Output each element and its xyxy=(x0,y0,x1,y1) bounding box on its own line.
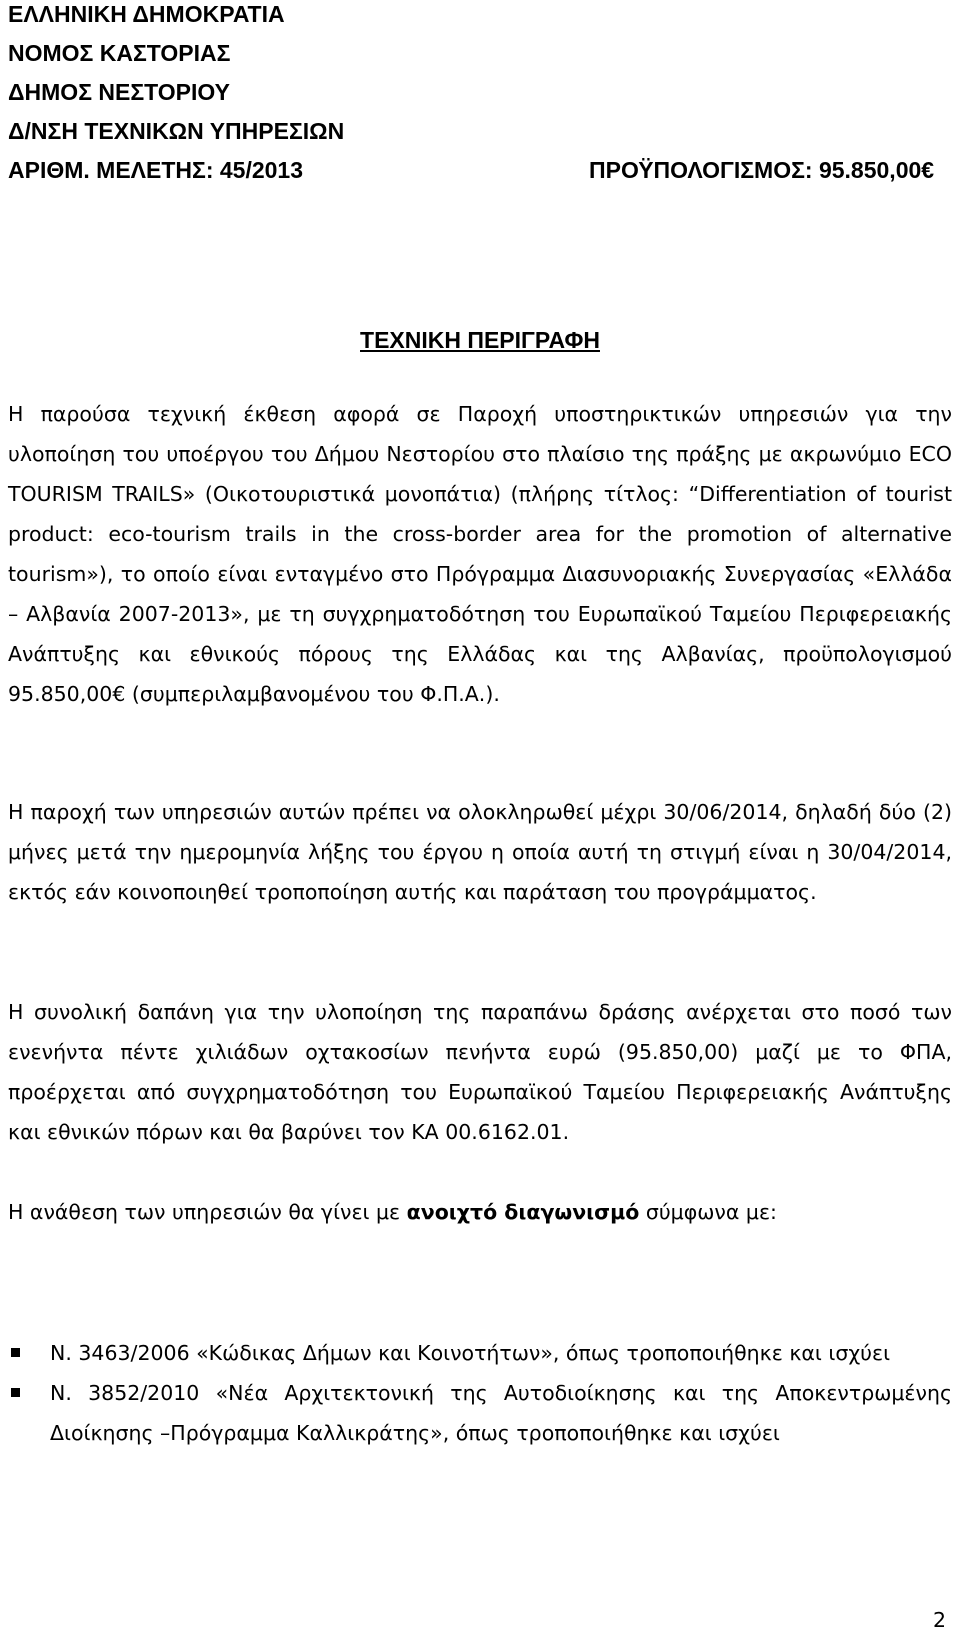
procurement-method: ανοιχτό διαγωνισμό xyxy=(406,1200,640,1224)
square-bullet-icon xyxy=(11,1348,20,1357)
paragraph-cost: Η συνολική δαπάνη για την υλοποίηση της παραπάνω δράσης ανέρχεται στο ποσό των ενενήντα πέντε χιλιάδων οχτακοσίων πενήντα ευρώ (95.850,00) μαζί με το ΦΠΑ, προέρχεται από συγχρηματοδότηση του Ευρωπαϊκού Ταμείου Περιφερειακής Ανάπτυξης και εθνικών πόρων και θα βαρύνει τον ΚΑ 00.6162.01. xyxy=(8,1000,952,1144)
study-number: ΑΡΙΘΜ. ΜΕΛΕΤΗΣ: 45/2013 xyxy=(8,157,304,183)
page-number: 2 xyxy=(932,1608,946,1632)
procurement-text-before: Η ανάθεση των υπηρεσιών θα γίνει με xyxy=(8,1200,407,1224)
legal-basis-list xyxy=(0,1333,960,1453)
document-title: ΤΕΧΝΙΚΗ ΠΕΡΙΓΡΑΦΗ xyxy=(360,327,600,353)
paragraph-deadline: Η παροχή των υπηρεσιών αυτών πρέπει να ολοκληρωθεί μέχρι 30/06/2014, δηλαδή δύο (2) μήνες μετά την ημερομηνία λήξης του έργου η οποία αυτή τη στιγμή είναι η 30/04/2014, εκτός εάν κοινοποιηθεί τροποποίηση αυτής και παράταση του προγράμματος. xyxy=(8,800,952,904)
list-item xyxy=(0,1333,960,1373)
procurement-text-after: σύμφωνα με: xyxy=(639,1200,777,1224)
header-directorate: Δ/ΝΣΗ ΤΕΧΝΙΚΩΝ ΥΠΗΡΕΣΙΩΝ xyxy=(8,118,345,144)
list-item-text: Ν. 3852/2010 «Νέα Αρχιτεκτονική της Αυτοδιοίκησης και της Αποκεντρωμένης Διοίκησης –Πρόγραμμα Καλλικράτης», όπως τροποποιήθηκε και ισχύει xyxy=(50,1381,952,1445)
paragraph-description: Η παρούσα τεχνική έκθεση αφορά σε Παροχή υποστηρικτικών υπηρεσιών για την υλοποίηση του υποέργου του Δήμου Νεστορίου στο πλαίσιο της πράξης με ακρωνύμιο ECO TOURISM TRAILS» (Οικοτουριστικά μονοπάτια) (πλήρης τίτλος: “Differentiation of tourist product: eco-tourism trails in the cross-border area for the promotion of alternative tourism»), το οποίο είναι ενταγμένο στο Πρόγραμμα Διασυνοριακής Συνεργασίας «Ελλάδα – Αλβανία 2007-2013», με τη συγχρηματοδότηση του Ευρωπαϊκού Ταμείου Περιφερειακής Ανάπτυξης και εθνικούς πόρους της Ελλάδας και της Αλβανίας, προϋπολογισμού 95.850,00€ (συμπεριλαμβανομένου του Φ.Π.Α.). xyxy=(8,402,952,706)
header-municipality: ΔΗΜΟΣ ΝΕΣΤΟΡΙΟΥ xyxy=(8,79,230,105)
header-republic: ΕΛΛΗΝΙΚΗ ΔΗΜΟΚΡΑΤΙΑ xyxy=(8,1,285,27)
square-bullet-icon xyxy=(11,1388,20,1397)
budget-amount: ΠΡΟΫΠΟΛΟΓΙΣΜΟΣ: 95.850,00€ xyxy=(589,157,935,183)
list-item xyxy=(0,1373,960,1453)
paragraph-procurement xyxy=(8,1192,952,1232)
list-item-text: Ν. 3463/2006 «Κώδικας Δήμων και Κοινοτήτων», όπως τροποποιήθηκε και ισχύει xyxy=(50,1341,891,1365)
header-prefecture: ΝΟΜΟΣ ΚΑΣΤΟΡΙΑΣ xyxy=(8,40,231,66)
